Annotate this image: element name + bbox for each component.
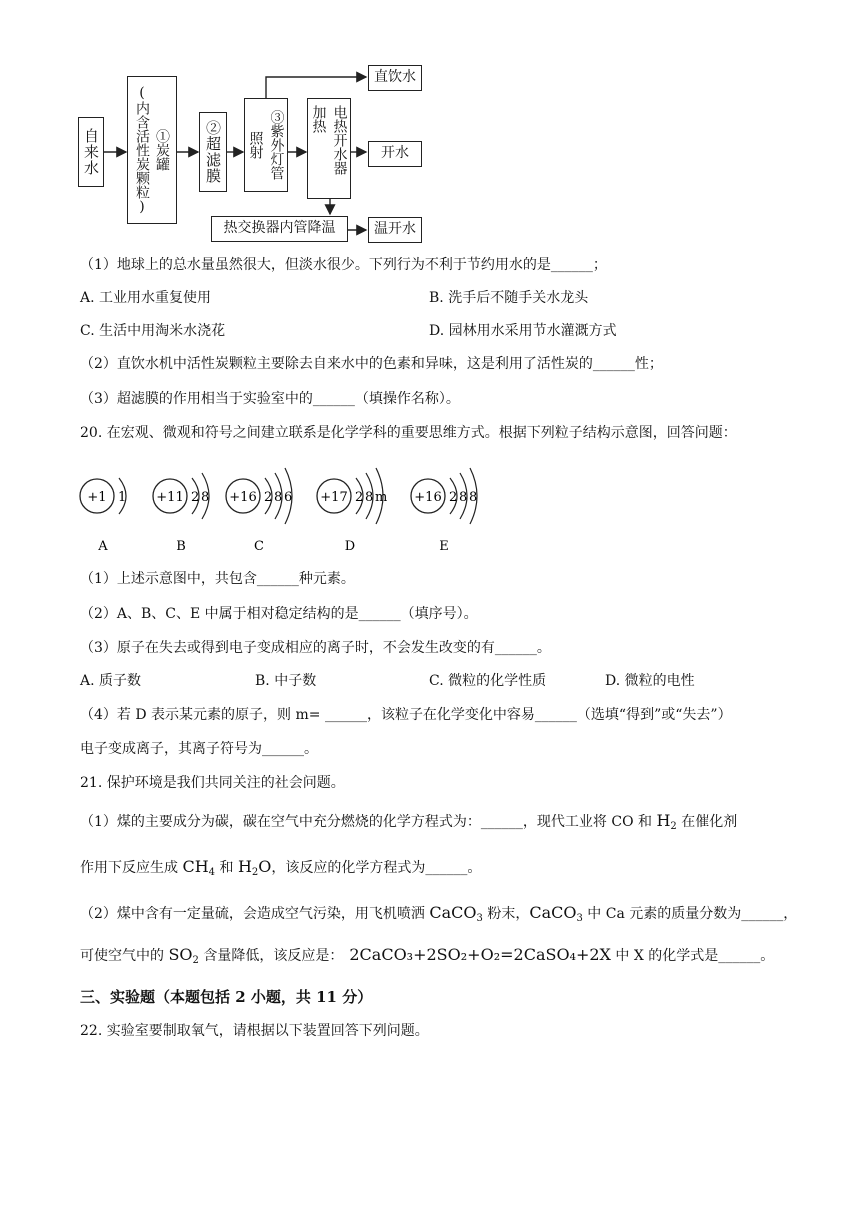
shell-electron-count: m <box>375 490 388 505</box>
q20-part4-line2: 电子变成离子，其离子符号为______。 <box>80 741 318 757</box>
warm-water-label: 温开水 <box>374 221 416 237</box>
q21-p1-text-a: （1）煤的主要成分为碳，碳在空气中充分燃烧的化学方程式为：______，现代工业将 CO 和 <box>80 814 657 830</box>
q20-part2: （2）A、B、C、E 中属于相对稳定结构的是______（填序号）。 <box>80 606 478 622</box>
carbon-tank-label: ①炭罐 <box>154 129 170 171</box>
q20-option-a: A. 质子数 <box>80 673 142 689</box>
heat-exchanger-box <box>211 216 348 242</box>
q21-p2-text-a: （2）煤中含有一定量硫，会造成空气污染，用飞机喷洒 <box>80 906 430 922</box>
q21-p1-and: 和 <box>215 860 238 876</box>
shell-electron-count: 8 <box>469 490 478 505</box>
q21-part1-line2 <box>80 858 481 877</box>
atom-label: B <box>176 539 186 552</box>
q21-p1-text-c: 作用下反应生成 <box>80 860 183 876</box>
q21-p1-text-b: 在催化剂 <box>676 814 738 830</box>
particle-structure-diagrams <box>0 452 860 552</box>
q19-part1: （1）地球上的总水量虽然很大，但淡水很少。下列行为不利于节约用水的是______； <box>80 257 607 273</box>
formula-caco3: CaCO$_3$ <box>429 903 483 924</box>
q21-p2-text-f: 中 X 的化学式是______。 <box>610 948 775 964</box>
nucleus-charge: +11 <box>156 490 184 505</box>
atom-diagram-D <box>317 468 387 552</box>
atom-label: D <box>344 539 356 552</box>
boiled-water-label: 开水 <box>381 145 409 161</box>
section-3-heading: 三、实验题（本题包括 2 小题，共 11 分） <box>80 988 373 1006</box>
tap-water-box <box>78 117 104 187</box>
ultrafilter-box <box>199 112 227 192</box>
direct-water-box <box>368 65 422 91</box>
q20-option-b: B. 中子数 <box>255 673 317 689</box>
q21-p2-text-b: 粉末， <box>482 906 530 922</box>
shell-electron-count: 2 <box>449 490 458 505</box>
atom-diagram-A <box>80 478 126 552</box>
carbon-tank-box <box>127 76 177 224</box>
q22-stem: 22. 实验室要制取氧气，请根据以下装置回答下列问题。 <box>80 1023 429 1039</box>
ultrafilter-label: ②超滤膜 <box>204 120 222 184</box>
shell-electron-count: 2 <box>355 490 364 505</box>
q20-part1: （1）上述示意图中，共包含______种元素。 <box>80 571 355 587</box>
formula-h2: $H_2$ <box>656 811 677 832</box>
q19-part3: （3）超滤膜的作用相当于实验室中的______（填操作名称）。 <box>80 391 460 407</box>
q21-part2-line1 <box>80 904 797 923</box>
reaction-equation: 2CaCO₃+2SO₂+O₂=2CaSO₄+2X <box>349 945 611 964</box>
electric-heater-label: 电热开水器 <box>331 105 348 175</box>
nucleus-charge: +17 <box>320 490 348 505</box>
nucleus-charge: +16 <box>229 490 257 505</box>
q20-option-c: C. 微粒的化学性质 <box>429 673 547 689</box>
q21-p2-text-e: 含量降低，该反应是： <box>198 948 344 964</box>
q21-p1-text-d: ，该反应的化学方程式为______。 <box>271 860 482 876</box>
electric-heater-action: 加热 <box>310 105 327 133</box>
shell-electron-count: 8 <box>201 490 210 505</box>
nucleus-charge: +16 <box>414 490 442 505</box>
tap-water-label: 自来水 <box>82 128 100 176</box>
atom-label: C <box>254 539 264 552</box>
shell-electron-count: 8 <box>274 490 283 505</box>
q20-part3: （3）原子在失去或得到电子变成相应的离子时，不会发生改变的有______。 <box>80 640 551 656</box>
direct-water-label: 直饮水 <box>374 69 416 85</box>
q19-option-b: B. 洗手后不随手关水龙头 <box>429 290 589 306</box>
q19-option-a: A. 工业用水重复使用 <box>80 290 212 306</box>
q21-part1-line1 <box>80 812 737 831</box>
q21-stem: 21. 保护环境是我们共同关注的社会问题。 <box>80 775 345 791</box>
shell-electron-count: 6 <box>284 490 293 505</box>
shell-electron-count: 2 <box>264 490 273 505</box>
q20-stem: 20. 在宏观、微观和符号之间建立联系是化学学科的重要思维方式。根据下列粒子结构示意图，回答问题： <box>80 425 737 441</box>
uv-lamp-action: 照射 <box>247 131 264 159</box>
electric-heater-box <box>307 98 351 199</box>
shell-electron-count: 8 <box>365 490 374 505</box>
q21-p2-text-c: 中 Ca 元素的质量分数为______， <box>582 906 798 922</box>
q20-option-d: D. 微粒的电性 <box>605 673 695 689</box>
heat-exchanger-label: 热交换器内管降温 <box>223 220 336 236</box>
uv-lamp-box <box>244 98 288 192</box>
q21-p2-text-d: 可使空气中的 <box>80 948 169 964</box>
q19-part2: （2）直饮水机中活性炭颗粒主要除去自来水中的色素和异味，这是利用了活性炭的______性； <box>80 356 663 372</box>
atom-label: A <box>98 539 108 552</box>
atom-diagram-B <box>153 473 209 552</box>
q19-option-c: C. 生活中用淘米水浇花 <box>80 323 226 339</box>
shell-electron-count: 2 <box>191 490 200 505</box>
q19-option-d: D. 园林用水采用节水灌溉方式 <box>429 323 617 339</box>
uv-lamp-label: ③紫外灯管 <box>268 110 285 180</box>
atom-label: E <box>439 539 449 552</box>
boiled-water-box <box>368 141 422 167</box>
atom-diagram-C <box>226 468 292 552</box>
formula-ch4: $CH_4$ <box>182 857 216 878</box>
q21-part2-line2 <box>80 946 774 965</box>
formula-caco3-2: CaCO$_3$ <box>529 903 583 924</box>
carbon-tank-note: (内含活性炭颗粒) <box>134 85 150 215</box>
shell-electron-count: 1 <box>118 490 127 505</box>
atom-diagram-E <box>411 468 477 552</box>
formula-so2: $SO_2$ <box>168 945 199 966</box>
nucleus-charge: +1 <box>87 490 107 505</box>
q20-part4-line1: （4）若 D 表示某元素的原子，则 m= ______，该粒子在化学变化中容易______（选填“得到”或“失去”） <box>80 707 732 723</box>
shell-electron-count: 8 <box>459 490 468 505</box>
warm-water-box <box>368 217 422 243</box>
formula-h2o: $H_2O$ <box>237 857 272 878</box>
